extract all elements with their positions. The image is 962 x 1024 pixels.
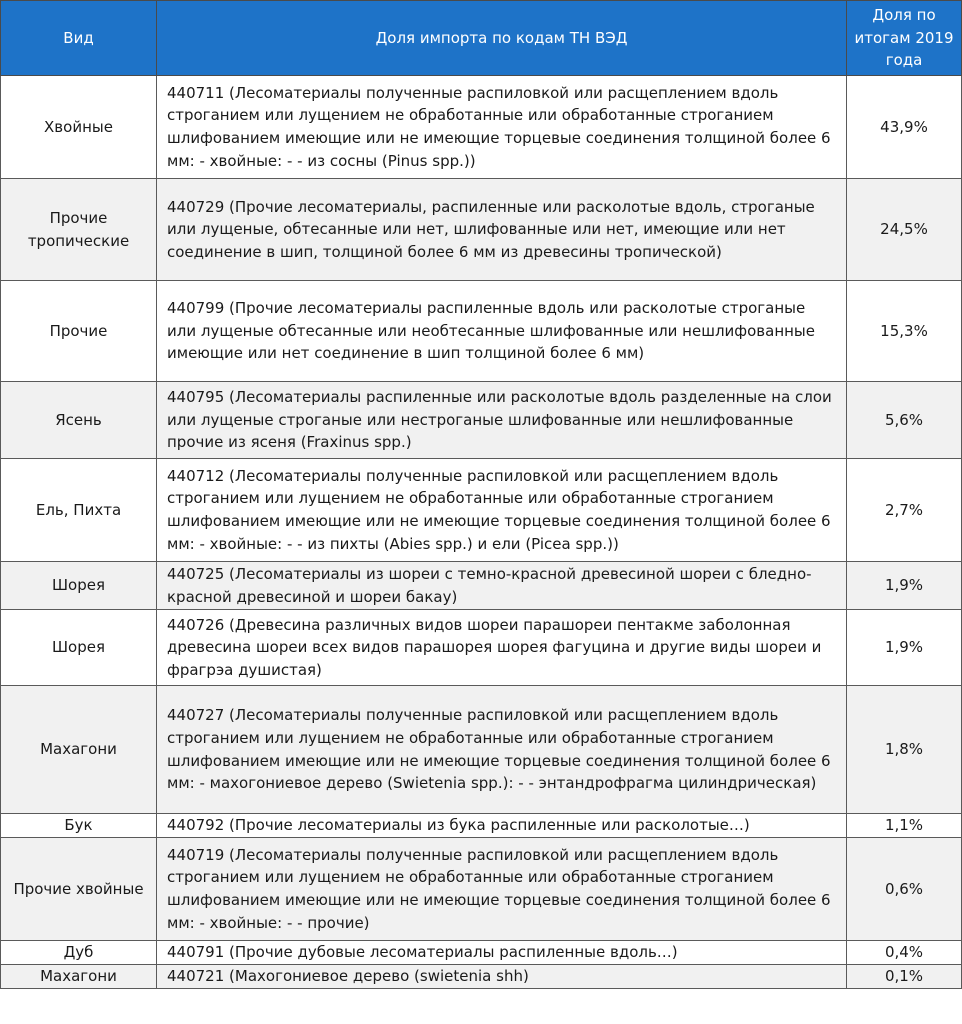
table-row [1, 965, 962, 989]
table-row [1, 382, 962, 459]
table-row [1, 562, 962, 610]
row-description: 440726 (Древесина различных видов шореи парашореи пентакме заболонная древесина шореи всех видов парашорея шорея фагуцина и другие виды шореи и фрагрэа душистая) [157, 610, 847, 686]
row-kind: Прочие тропические [1, 179, 157, 281]
header-share: Доля по итогам 2019 года [847, 1, 962, 76]
row-description: 440729 (Прочие лесоматериалы, распиленные или расколотые вдоль, строганые или лущеные, обтесанные или нет, шлифованные или нет, имеющие или нет соединение в шип, толщиной более 6 мм из древесины тропической) [157, 179, 847, 281]
row-share: 0,4% [847, 941, 962, 965]
row-description: 440727 (Лесоматериалы полученные распиловкой или расщеплением вдоль строганием или лущением не обработанные или обработанные строганием шлифованием имеющие или не имеющие торцевые соединения толщиной более 6 мм: - махогониевое дерево (Swietenia spp.): - - энтандрофрагма цилиндрическая) [157, 686, 847, 814]
table-row [1, 281, 962, 382]
row-share: 0,1% [847, 965, 962, 989]
table-row [1, 459, 962, 562]
table-row [1, 941, 962, 965]
table-row [1, 686, 962, 814]
table-row [1, 610, 962, 686]
header-row [1, 1, 962, 76]
table-row [1, 814, 962, 838]
table-row [1, 179, 962, 281]
row-kind: Махагони [1, 686, 157, 814]
row-kind: Ясень [1, 382, 157, 459]
row-share: 5,6% [847, 382, 962, 459]
row-description: 440791 (Прочие дубовые лесоматериалы распиленные вдоль…) [157, 941, 847, 965]
row-kind: Ель, Пихта [1, 459, 157, 562]
row-description: 440712 (Лесоматериалы полученные распиловкой или расщеплением вдоль строганием или лущением не обработанные или обработанные строганием шлифованием имеющие или не имеющие торцевые соединения толщиной более 6 мм: - хвойные: - - из пихты (Abies spp.) и ели (Picea spp.)) [157, 459, 847, 562]
row-description: 440799 (Прочие лесоматериалы распиленные вдоль или расколотые строганые или лущеные обтесанные или необтесанные шлифованные или нешлифованные имеющие или нет соединение в шип толщиной более 6 мм) [157, 281, 847, 382]
row-kind: Махагони [1, 965, 157, 989]
row-share: 24,5% [847, 179, 962, 281]
row-description: 440719 (Лесоматериалы полученные распиловкой или расщеплением вдоль строганием или лущением не обработанные или обработанные строганием шлифованием имеющие или не имеющие торцевые соединения толщиной более 6 мм: - хвойные: - - прочие) [157, 838, 847, 941]
row-share: 15,3% [847, 281, 962, 382]
row-share: 43,9% [847, 76, 962, 179]
row-share: 2,7% [847, 459, 962, 562]
row-kind: Прочие [1, 281, 157, 382]
row-share: 0,6% [847, 838, 962, 941]
row-kind: Шорея [1, 562, 157, 610]
row-description: 440711 (Лесоматериалы полученные распиловкой или расщеплением вдоль строганием или лущением не обработанные или обработанные строганием шлифованием имеющие или не имеющие торцевые соединения толщиной более 6 мм: - хвойные: - - из сосны (Pinus spp.)) [157, 76, 847, 179]
row-share: 1,9% [847, 562, 962, 610]
row-kind: Хвойные [1, 76, 157, 179]
header-kind: Вид [1, 1, 157, 76]
table-row [1, 76, 962, 179]
row-kind: Прочие хвойные [1, 838, 157, 941]
row-kind: Дуб [1, 941, 157, 965]
row-share: 1,9% [847, 610, 962, 686]
row-description: 440792 (Прочие лесоматериалы из бука распиленные или расколотые…) [157, 814, 847, 838]
row-share: 1,8% [847, 686, 962, 814]
header-code: Доля импорта по кодам ТН ВЭД [157, 1, 847, 76]
row-description: 440725 (Лесоматериалы из шореи с темно-красной древесиной шореи с бледно-красной древесиной и шореи бакау) [157, 562, 847, 610]
row-share: 1,1% [847, 814, 962, 838]
table-row [1, 838, 962, 941]
row-description: 440721 (Махогониевое дерево (swietenia shh) [157, 965, 847, 989]
row-description: 440795 (Лесоматериалы распиленные или расколотые вдоль разделенные на слои или лущеные строганые или нестроганые шлифованные или нешлифованные прочие из ясеня (Fraxinus spp.) [157, 382, 847, 459]
row-kind: Шорея [1, 610, 157, 686]
row-kind: Бук [1, 814, 157, 838]
